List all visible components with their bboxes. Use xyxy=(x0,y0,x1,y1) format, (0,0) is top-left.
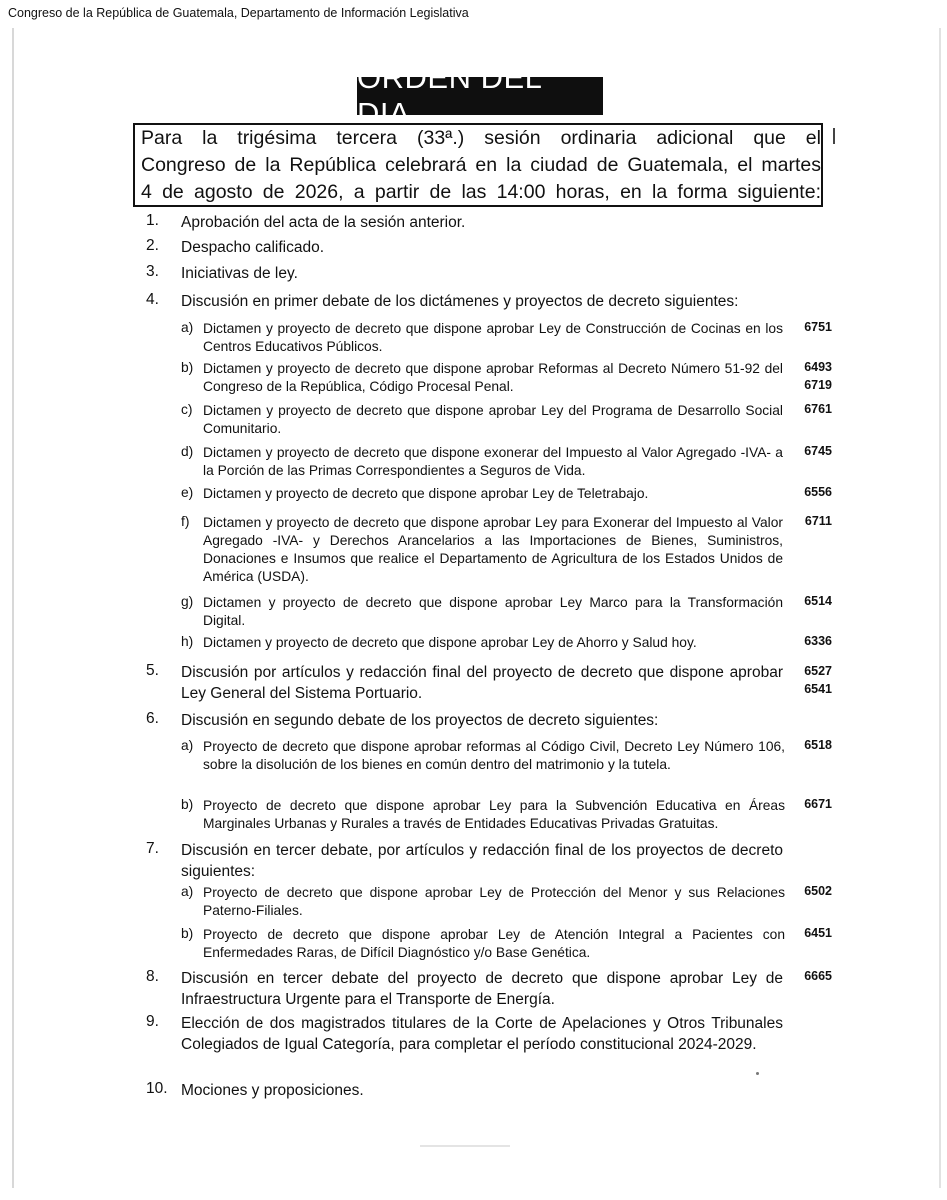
source-header xyxy=(0,0,947,26)
scan-smudge xyxy=(420,1145,510,1147)
subitem-label: e) xyxy=(181,485,194,500)
scan-edge-right xyxy=(939,28,941,1188)
subitem-label: c) xyxy=(181,402,193,417)
intro-line: Para la trigésima tercera (33ª.) sesión ordinaria adicional que el xyxy=(141,127,821,149)
subitem-text: Dictamen y proyecto de decreto que dispone aprobar Ley Marco para la Transformación Digital. xyxy=(203,595,783,628)
initiative-number: 6451 xyxy=(804,926,832,940)
subitem-text: Proyecto de decreto que dispone aprobar Ley de Atención Integral a Pacientes con Enfermedades Raras, de Difícil Diagnóstico y/o Base Genética. xyxy=(203,927,785,960)
scan-speck xyxy=(756,1072,759,1075)
item-text: Aprobación del acta de la sesión anterior. xyxy=(181,214,466,231)
initiative-number: 6527 xyxy=(804,664,832,678)
initiative-number: 6671 xyxy=(804,797,832,811)
item-text: Discusión en primer debate de los dictámenes y proyectos de decreto siguientes: xyxy=(181,293,739,310)
subitem-text: Dictamen y proyecto de decreto que dispone aprobar Ley de Teletrabajo. xyxy=(203,486,649,501)
initiative-number: 6556 xyxy=(804,485,832,499)
item-number: 1. xyxy=(146,212,159,229)
initiative-number: 6711 xyxy=(804,514,832,528)
subitem-label: f) xyxy=(181,514,190,529)
item-text: Discusión por artículos y redacción final del proyecto de decreto que dispone aprobar Ley General del Sistema Portuario. xyxy=(181,664,783,702)
subitem-label: b) xyxy=(181,360,194,375)
subitem-text: Dictamen y proyecto de decreto que dispone aprobar Ley de Construcción de Cocinas en los Centros Educativos Públicos. xyxy=(203,321,783,354)
intro-box xyxy=(133,123,823,207)
scan-edge-left xyxy=(12,28,14,1188)
subitem-text: Proyecto de decreto que dispone aprobar reformas al Código Civil, Decreto Ley Número 106, sobre la disolución de los bienes en común dentro del matrimonio y la tutela. xyxy=(203,739,785,772)
initiative-number: 6514 xyxy=(804,594,832,608)
item-number: 10. xyxy=(146,1080,168,1097)
initiative-number: 6502 xyxy=(804,884,832,898)
intro-line: 4 de agosto de 2026, a partir de las 14:00 horas, en la forma siguiente: xyxy=(141,181,821,203)
intro-line: Congreso de la República celebrará en la ciudad de Guatemala, el martes xyxy=(141,154,821,176)
initiative-number: 6751 xyxy=(804,320,832,334)
initiative-number: 6336 xyxy=(804,634,832,648)
subitem-label: d) xyxy=(181,444,194,459)
scan-mark xyxy=(833,128,835,144)
item-text: Iniciativas de ley. xyxy=(181,265,298,282)
item-number: 4. xyxy=(146,291,159,308)
subitem-text: Dictamen y proyecto de decreto que dispone aprobar Ley del Programa de Desarrollo Social Comunitario. xyxy=(203,403,783,436)
initiative-number: 6493 xyxy=(804,360,832,374)
item-number: 7. xyxy=(146,840,159,857)
source-header-text: Congreso de la República de Guatemala, Departamento de Información Legislativa xyxy=(8,6,469,20)
initiative-number: 6665 xyxy=(804,969,832,983)
subitem-label: a) xyxy=(181,884,194,899)
subitem-text: Proyecto de decreto que dispone aprobar Ley para la Subvención Educativa en Áreas Marginales Urbanas y Rurales a través de Entidades Educativas Privadas Gratuitas. xyxy=(203,798,785,831)
subitem-text: Proyecto de decreto que dispone aprobar Ley de Protección del Menor y sus Relaciones Paterno-Filiales. xyxy=(203,885,785,918)
item-number: 9. xyxy=(146,1013,159,1030)
subitem-text: Dictamen y proyecto de decreto que dispone exonerar del Impuesto al Valor Agregado -IVA- a la Porción de las Primas Correspondientes a Seguros de Vida. xyxy=(203,445,783,478)
document-title: ORDEN DEL DIA xyxy=(357,77,603,115)
item-number: 6. xyxy=(146,710,159,727)
initiative-number: 6541 xyxy=(804,682,832,696)
item-text: Discusión en tercer debate, por artículos y redacción final de los proyectos de decreto siguientes: xyxy=(181,842,783,880)
item-text: Discusión en tercer debate del proyecto de decreto que dispone aprobar Ley de Infraestructura Urgente para el Transporte de Energía. xyxy=(181,970,783,1008)
subitem-label: g) xyxy=(181,594,194,609)
item-text: Mociones y proposiciones. xyxy=(181,1082,364,1099)
subitem-text: Dictamen y proyecto de decreto que dispone aprobar Reformas al Decreto Número 51-92 del Congreso de la República, Código Procesal Penal. xyxy=(203,361,783,394)
initiative-number: 6518 xyxy=(804,738,832,752)
item-text: Despacho calificado. xyxy=(181,239,325,256)
item-text: Discusión en segundo debate de los proyectos de decreto siguientes: xyxy=(181,712,659,729)
initiative-number: 6761 xyxy=(804,402,832,416)
subitem-label: b) xyxy=(181,797,194,812)
item-text: Elección de dos magistrados titulares de la Corte de Apelaciones y Otros Tribunales Colegiados de Igual Categoría, para completar el período constitucional 2024-2029. xyxy=(181,1015,783,1053)
item-number: 8. xyxy=(146,968,159,985)
item-number: 5. xyxy=(146,662,159,679)
subitem-label: h) xyxy=(181,634,194,649)
item-number: 2. xyxy=(146,237,159,254)
item-number: 3. xyxy=(146,263,159,280)
initiative-number: 6719 xyxy=(804,378,832,392)
subitem-text: Dictamen y proyecto de decreto que dispone aprobar Ley para Exonerar del Impuesto al Valor Agregado -IVA- y Derechos Arancelarios a las Importaciones de Bienes, Suministros, Donaciones e Insumos que realice el Departamento de Agricultura de los Estados Unidos de América (USDA). xyxy=(203,515,783,584)
subitem-label: b) xyxy=(181,926,194,941)
initiative-number: 6745 xyxy=(804,444,832,458)
subitem-text: Dictamen y proyecto de decreto que dispone aprobar Ley de Ahorro y Salud hoy. xyxy=(203,635,697,650)
subitem-label: a) xyxy=(181,738,194,753)
subitem-label: a) xyxy=(181,320,194,335)
